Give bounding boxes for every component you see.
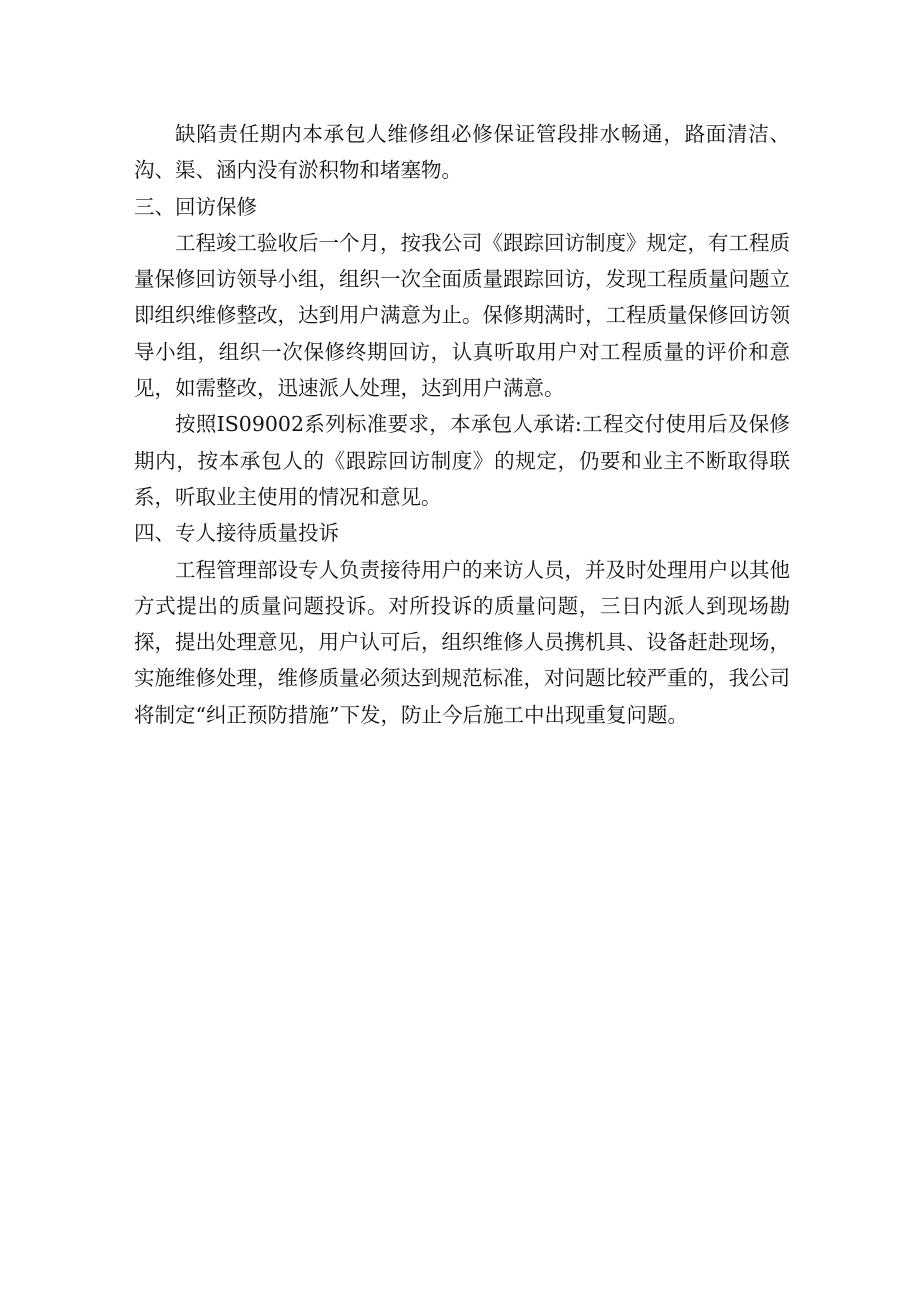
paragraph-return-visit: 工程竣工验收后一个月，按我公司《跟踪回访制度》规定，有工程质量保修回访领导小组，组织一次全面质量跟踪回访，发现工程质量问题立即组织维修整改，达到用户满意为止。保修期满时，工程质量保修回访领导小组，组织一次保修终期回访，认真听取用户对工程质量的评价和意见，如需整改，迅速派人处理，达到用户满意。	[134, 230, 790, 401]
heading-return-visit-warranty: 三、回访保修	[134, 194, 257, 219]
document-body	[134, 116, 790, 733]
paragraph-complaint-handling: 工程管理部设专人负责接待用户的来访人员，并及时处理用户以其他方式提出的质量问题投诉。对所投诉的质量问题，三日内派人到现场勘探，提出处理意见，用户认可后，组织维修人员携机具、设备赶赴现场，实施维修处理，维修质量必须达到规范标准，对问题比较严重的，我公司将制定“纠正预防措施”下发，防止今后施工中出现重复问题。	[134, 557, 790, 727]
heading-complaint-reception: 四、专人接待质量投诉	[134, 521, 339, 546]
paragraph-iso-commitment: 按照IS09002系列标准要求，本承包人承诺:工程交付使用后及保修期内，按本承包人的《跟踪回访制度》的规定，仍要和业主不断取得联系，听取业主使用的情况和意见。	[134, 412, 790, 509]
paragraph-drainage: 缺陷责任期内本承包人维修组必修保证管段排水畅通，路面清洁、沟、渠、涵内没有淤积物和堵塞物。	[134, 122, 790, 183]
